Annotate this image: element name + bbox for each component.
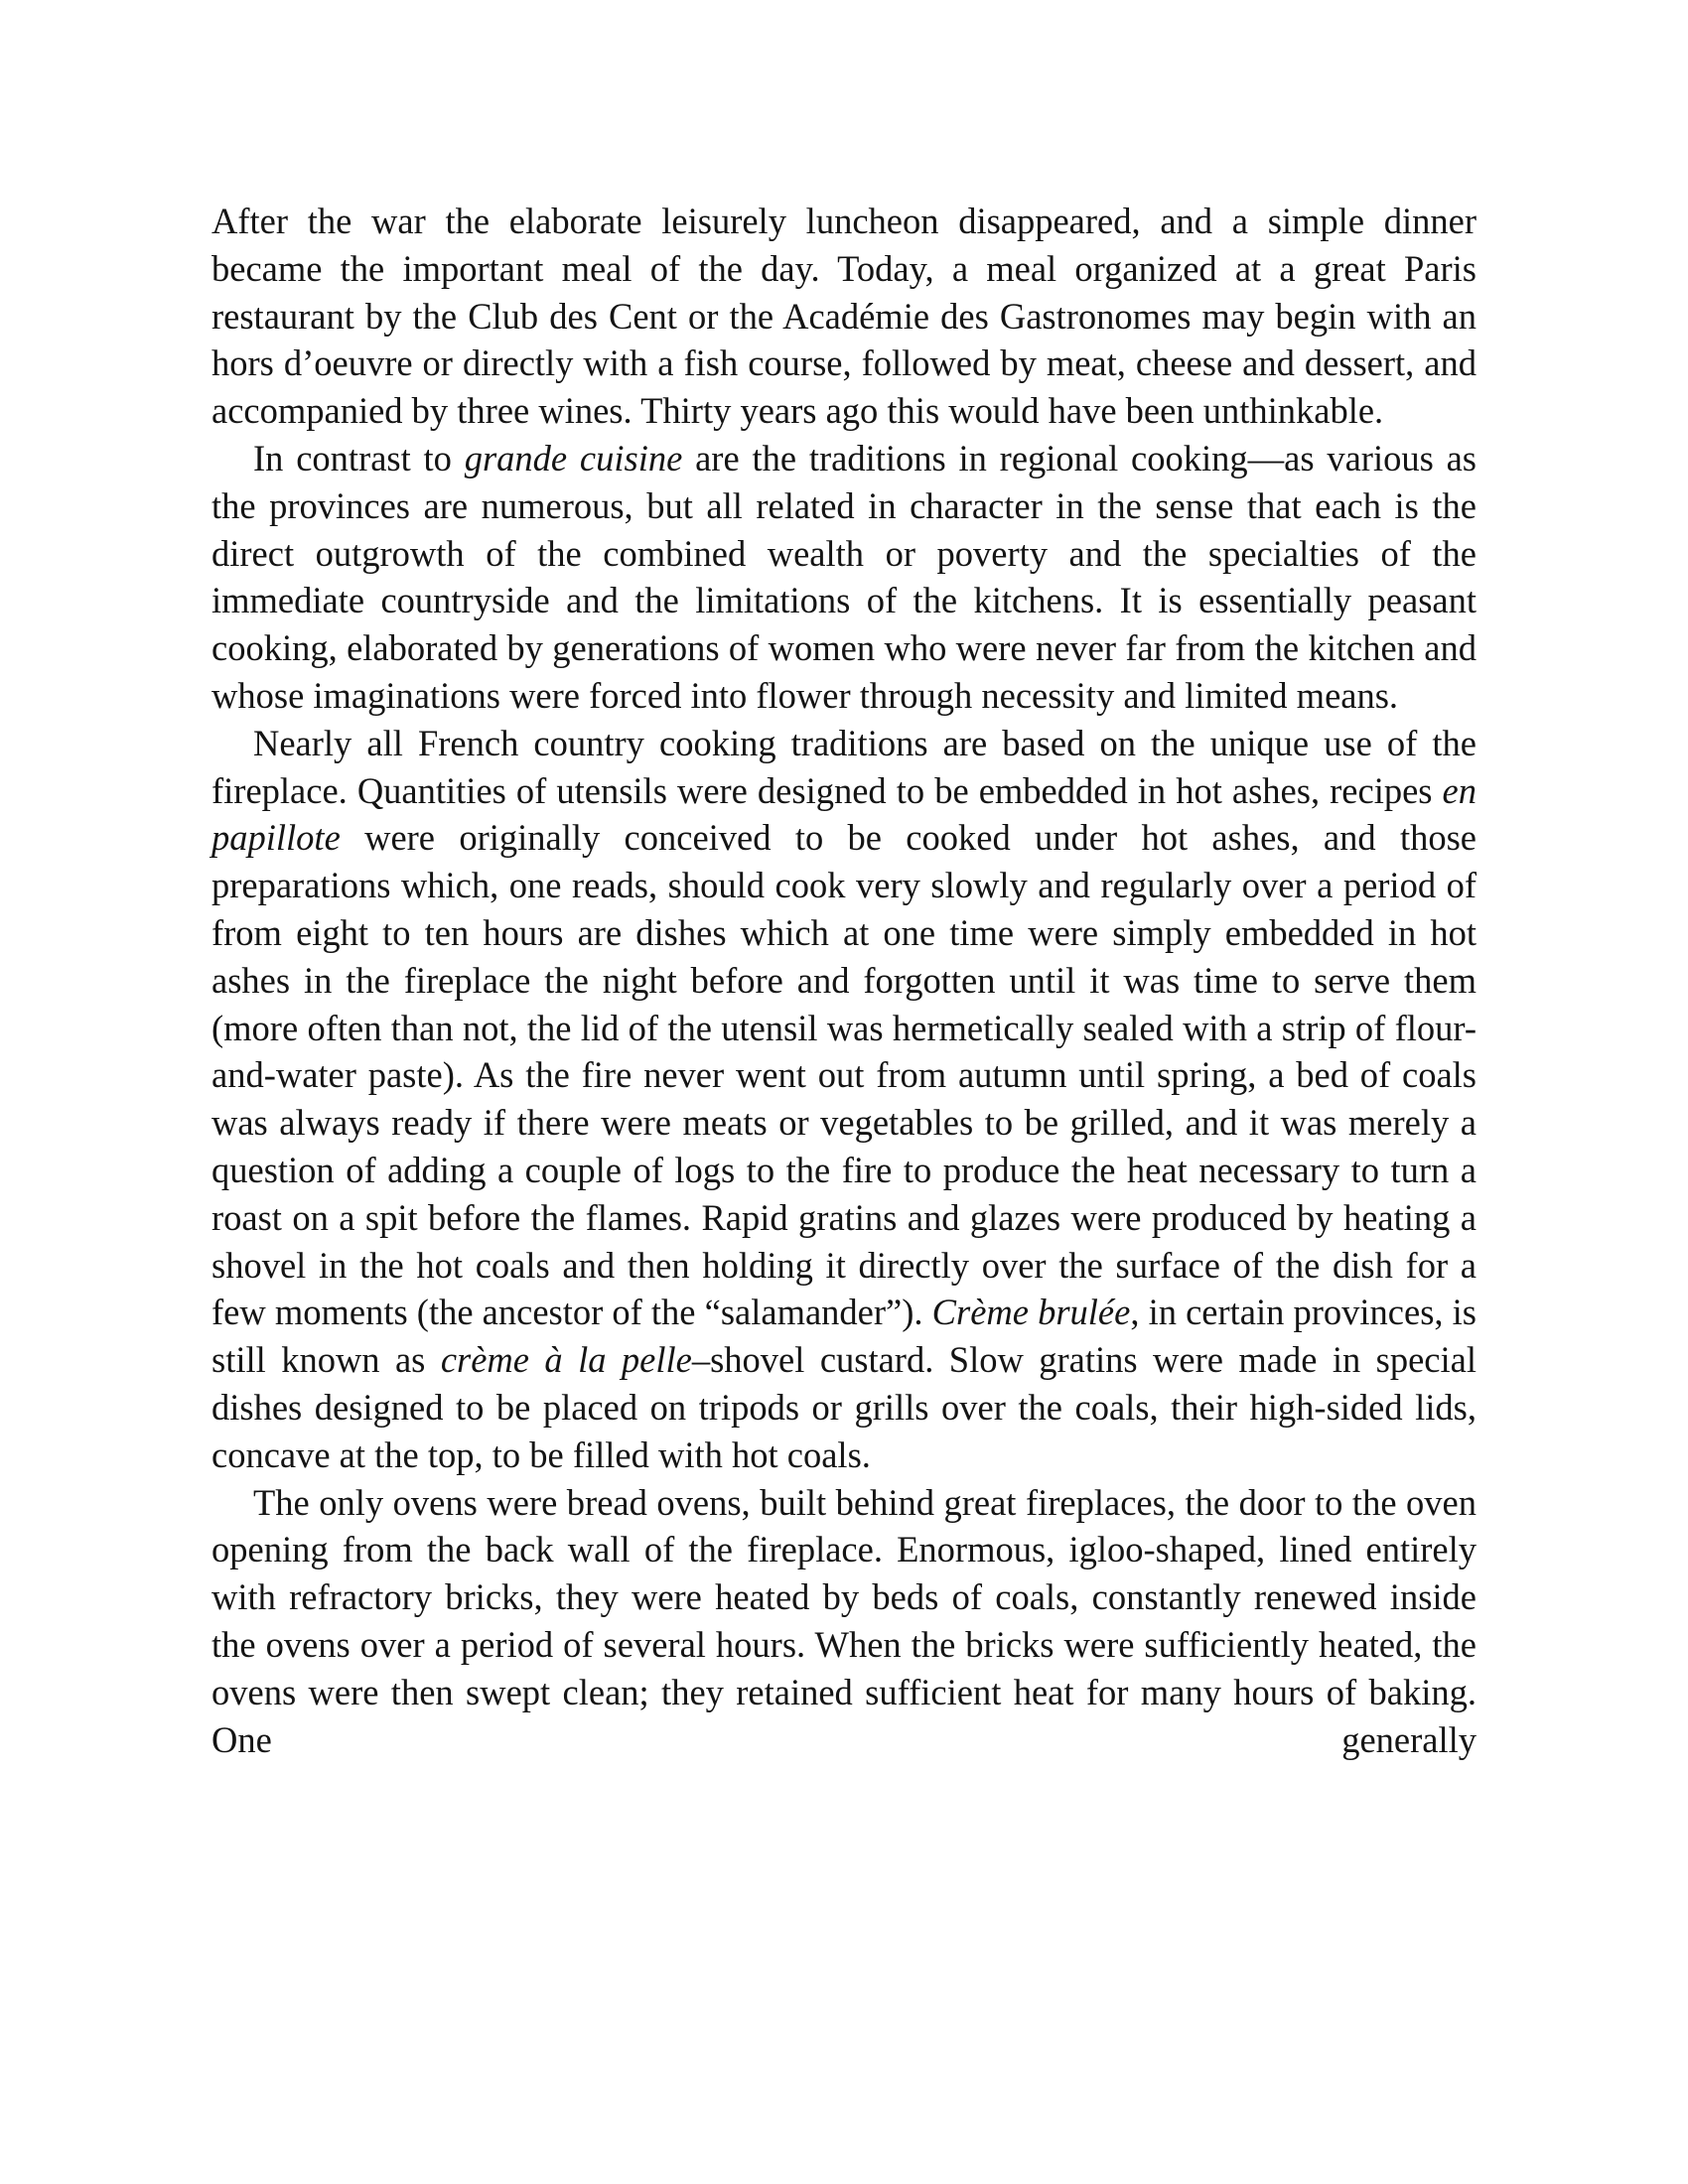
text-run: , in certain provinces, is still known as <box>211 1292 1477 1381</box>
italic-phrase: grande cuisine <box>464 437 683 478</box>
text-run: are the traditions in regional cooking—as various as the provinces are numerous, but all related in character in the sense that each is the direct outgrowth of the combined wealth or poverty and the specialties of the immediate countryside and the limitations of the kitchens. It is essentially peasant cooking, elaborated by generations of women who were never far from the kitchen and whose imaginations were forced into flower through necessity and limited means. <box>211 437 1477 716</box>
text-run: –shovel custard. Slow gratins were made in special dishes designed to be placed on tripods or grills over the coals, their high-sided lids, concave at the top, to be filled with hot coals. <box>211 1339 1477 1475</box>
italic-phrase: Crème brulée <box>931 1292 1131 1333</box>
text-run: Nearly all French country cooking traditions are based on the unique use of the fireplace. Quantities of utensils were designed to be embedded in hot ashes, recipes <box>211 722 1477 811</box>
paragraph-3 <box>211 720 1477 1479</box>
page-body-text <box>211 198 1477 1763</box>
text-run: After the war the elaborate leisurely luncheon disappeared, and a simple dinner became the important meal of the day. Today, a meal organized at a great Paris restaurant by the Club des Cent or the Académie des Gastronomes may begin with an hors d’oeuvre or directly with a fish course, followed by meat, cheese and dessert, and accompanied by three wines. Thirty years ago this would have been unthinkable. <box>211 201 1477 432</box>
italic-phrase: crème à la pelle <box>440 1339 692 1381</box>
paragraph-4 <box>211 1479 1477 1764</box>
italic-phrase: en papillote <box>211 769 1477 859</box>
text-run: In contrast to <box>253 437 465 478</box>
text-run: were originally conceived to be cooked under hot ashes, and those preparations which, one reads, should cook very slowly and regularly over a period of from eight to ten hours are dishes which at one time were simply embedded in hot ashes in the fireplace the night before and forgotten until it was time to serve them (more often than not, the lid of the utensil was hermetically sealed with a strip of flour-and-water paste). As the fire never went out from autumn until spring, a bed of coals was always ready if there were meats or vegetables to be grilled, and it was merely a question of adding a couple of logs to the fire to produce the heat necessary to turn a roast on a spit before the flames. Rapid gratins and glazes were produced by heating a shovel in the hot coals and then holding it directly over the surface of the dish for a few moments (the ancestor of the “salamander”). <box>211 817 1477 1333</box>
paragraph-2 <box>211 435 1477 720</box>
text-run: The only ovens were bread ovens, built behind great fireplaces, the door to the oven opening from the back wall of the fireplace. Enormous, igloo-shaped, lined entirely with refractory bricks, they were heated by beds of coals, constantly renewed inside the ovens over a period of several hours. When the bricks were sufficiently heated, the ovens were then swept clean; they retained sufficient heat for many hours of baking. One generally <box>211 1481 1477 1760</box>
paragraph-1 <box>211 198 1477 435</box>
